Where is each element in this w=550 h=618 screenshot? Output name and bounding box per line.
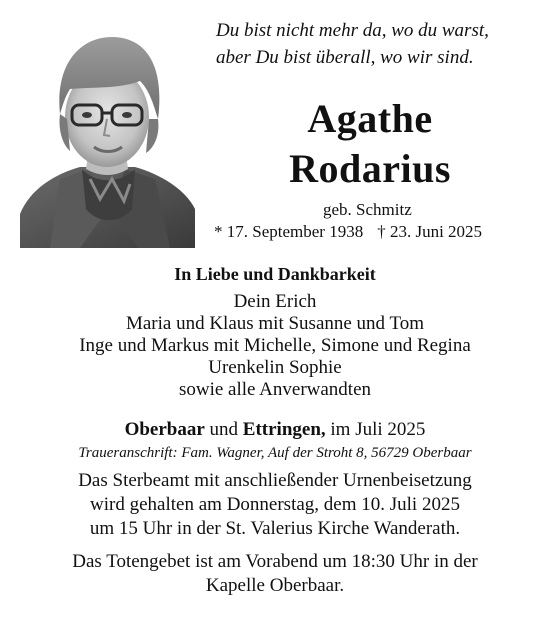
mourner-line: Dein Erich [233,291,317,312]
notice-date: im Juli 2025 [325,419,426,440]
birth-name: geb. Schmitz [323,200,412,219]
prayer-line: Kapelle Oberbaar. [205,575,345,596]
service-line: Das Sterbeamt mit anschließender Urnenbeisetzung [78,470,472,491]
service-line: wird gehalten am Donnerstag, dem 10. Juli 2025 [90,494,460,515]
town-ettringen: Ettringen, [242,419,326,440]
prayer-info [0,550,550,598]
mourner-line: sowie alle Anverwandten [178,379,372,400]
mourner-line: Maria und Klaus mit Susanne und Tom [125,313,425,334]
place-and-date [0,418,550,442]
prayer-line: Das Totengebet ist am Vorabend um 18:30 Uhr in der [72,551,478,572]
mourners-list [0,291,550,401]
place-connector: und [204,419,243,440]
memorial-quote [216,17,526,71]
quote-line-2: aber Du bist überall, wo wir sind. [216,47,474,68]
birth-date: * 17. September 1938 [214,222,364,241]
service-line: um 15 Uhr in der St. Valerius Kirche Wanderath. [89,518,461,539]
mourning-address: Traueranschrift: Fam. Wagner, Auf der Stroht 8, 56729 Oberbaar [78,445,472,461]
last-name: Rodarius [289,146,451,191]
mourners-heading: In Liebe und Dankbarkeit [174,264,376,284]
quote-line-1: Du bist nicht mehr da, wo du warst, [216,20,489,41]
funeral-service-info [0,469,550,541]
portrait-photo [20,19,195,248]
life-dates [214,221,534,243]
mourner-line: Urenkelin Sophie [208,357,342,378]
town-oberbaar: Oberbaar [124,419,205,440]
mourner-line: Inge und Markus mit Michelle, Simone und Regina [79,335,471,356]
deceased-name [220,94,520,194]
first-name: Agathe [307,96,433,141]
death-date: † 23. Juni 2025 [377,222,483,241]
